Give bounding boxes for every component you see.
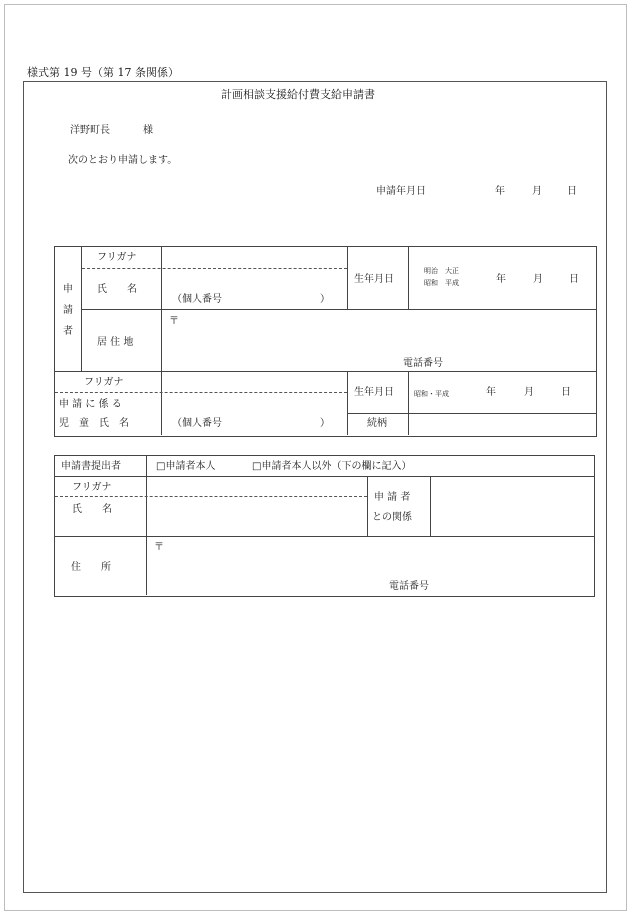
applicant-era-line2: 昭和 平成 <box>424 279 459 287</box>
child-individual-number-close: ） <box>320 418 330 429</box>
form-number: 様式第 19 号（第 17 条関係） <box>27 66 179 79</box>
addressee-honorific: 様 <box>143 125 153 136</box>
applicant-postal-mark: 〒 <box>169 316 179 327</box>
applicant-individual-number: （個人番号 <box>172 294 222 305</box>
child-individual-number: （個人番号 <box>172 418 222 429</box>
application-date-month: 月 <box>532 186 542 197</box>
application-date-label: 申請年月日 <box>376 186 426 197</box>
child-birth-year: 年 <box>486 387 496 398</box>
submitter-relation-line1: 申 請 者 <box>374 492 411 503</box>
applicant-furigana-label: フリガナ <box>97 252 137 263</box>
child-birth-day: 日 <box>561 387 571 398</box>
child-label-line1: 申 請 に 係 る <box>59 399 122 410</box>
child-era: 昭和・平成 <box>414 390 449 398</box>
submitter-address-label: 住 所 <box>71 562 111 573</box>
submitter-name-label: 氏 名 <box>72 504 112 515</box>
submitter-phone-label: 電話番号 <box>389 581 429 592</box>
option-applicant-self[interactable]: □申請者本人 <box>156 461 216 472</box>
submitter-label: 申請書提出者 <box>61 461 121 472</box>
application-date-year: 年 <box>495 186 505 197</box>
submitter-relation-line2: との関係 <box>372 512 412 523</box>
child-furigana-label: フリガナ <box>84 377 124 388</box>
applicant-era-line1: 明治 大正 <box>424 267 459 275</box>
submitter-postal-mark: 〒 <box>154 542 164 553</box>
page-title: 計画相談支援給付費支給申請書 <box>221 88 375 101</box>
applicant-address-label: 居 住 地 <box>97 337 134 348</box>
applicant-section-label-3: 者 <box>63 326 73 337</box>
applicant-phone-label: 電話番号 <box>403 358 443 369</box>
child-relation-label: 続柄 <box>367 418 387 429</box>
applicant-birth-year: 年 <box>496 274 506 285</box>
intro-text: 次のとおり申請します。 <box>68 155 178 166</box>
child-label-line2: 児 童 氏 名 <box>59 418 129 429</box>
child-birthdate-label: 生年月日 <box>354 387 394 398</box>
child-birth-month: 月 <box>524 387 534 398</box>
addressee-name: 洋野町長 <box>70 125 110 136</box>
applicant-birth-month: 月 <box>533 274 543 285</box>
application-date-day: 日 <box>567 186 577 197</box>
applicant-name-label: 氏 名 <box>97 284 137 295</box>
applicant-section-label-1: 申 <box>63 284 73 295</box>
option-applicant-other[interactable]: □申請者本人以外（下の欄に記入） <box>252 461 412 472</box>
applicant-table-border <box>54 246 597 437</box>
applicant-individual-number-close: ） <box>320 294 330 305</box>
submitter-furigana-label: フリガナ <box>72 482 112 493</box>
applicant-birth-day: 日 <box>569 274 579 285</box>
applicant-birthdate-label: 生年月日 <box>354 274 394 285</box>
applicant-section-label-2: 請 <box>63 305 73 316</box>
